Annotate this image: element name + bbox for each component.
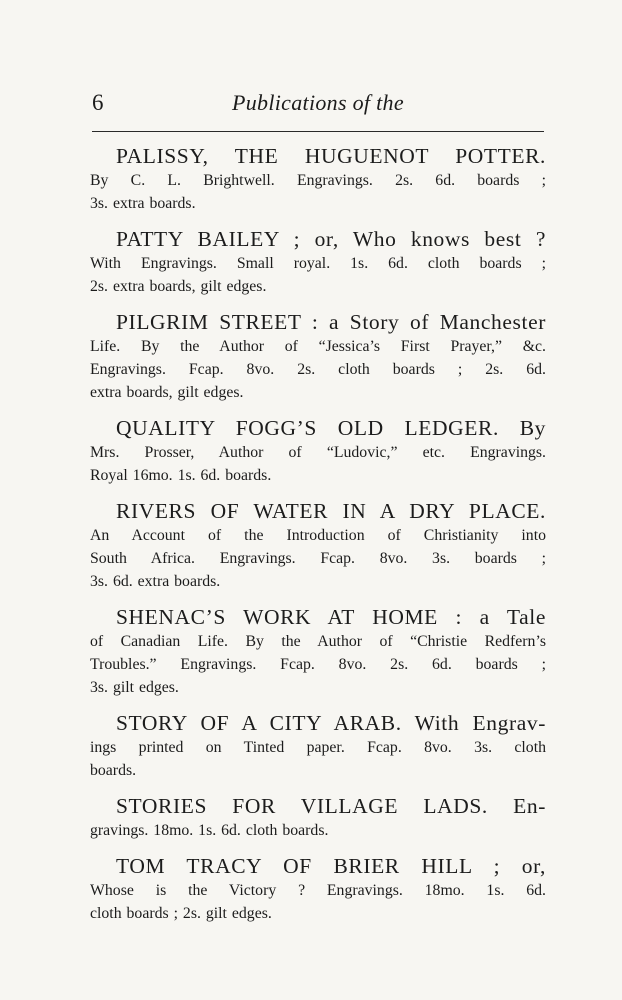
entry-description-line: 2s. extra boards, gilt edges. [90,278,267,295]
entry-description-line: Mrs. Prosser, Author of “Ludovic,” etc. Engravings. [90,444,546,461]
entry-description-line: extra boards, gilt edges. [90,384,244,401]
entry-description-line: Royal 16mo. 1s. 6d. boards. [90,467,272,484]
entry-title-line: PATTY BAILEY ; or, Who knows best ? [116,227,546,251]
entry-description-line: ings printed on Tinted paper. Fcap. 8vo. 3s. cloth [90,739,546,756]
publication-entry [90,498,546,593]
page-header [92,90,544,120]
publication-entry [90,415,546,487]
entry-description-line: An Account of the Introduction of Christianity into [90,527,546,544]
publication-entry [90,143,546,215]
running-head: Publications of the [232,90,404,115]
entry-description-line: cloth boards ; 2s. gilt edges. [90,905,272,922]
publication-entry [90,853,546,925]
entry-title-line: RIVERS OF WATER IN A DRY PLACE. [116,499,546,523]
entry-description-line: By C. L. Brightwell. Engravings. 2s. 6d. boards ; [90,172,546,189]
entry-description-line: gravings. 18mo. 1s. 6d. cloth boards. [90,822,329,839]
publication-entry [90,226,546,298]
entry-description-line: of Canadian Life. By the Author of “Christie Redfern’s [90,633,546,650]
entry-description-line: Troubles.” Engravings. Fcap. 8vo. 2s. 6d. boards ; [90,656,546,673]
entry-description-line: Whose is the Victory ? Engravings. 18mo. 1s. 6d. [90,882,546,899]
publication-list [90,143,546,925]
publication-entry [90,604,546,699]
entry-description-line: With Engravings. Small royal. 1s. 6d. cloth boards ; [90,255,546,272]
entry-title-line: PILGRIM STREET : a Story of Manchester [116,310,546,334]
entry-description-line: 3s. gilt edges. [90,679,179,696]
header-rule [92,131,544,132]
entry-description-line: South Africa. Engravings. Fcap. 8vo. 3s. boards ; [90,550,546,567]
page-number: 6 [92,90,104,115]
entry-title-line: PALISSY, THE HUGUENOT POTTER. [116,144,546,168]
entry-title-line: STORY OF A CITY ARAB. With Engrav- [116,711,546,735]
publication-entry [90,793,546,842]
entry-title-line: STORIES FOR VILLAGE LADS. En- [116,794,546,818]
publication-entry [90,710,546,782]
entry-description-line: 3s. 6d. extra boards. [90,573,221,590]
entry-description-line: boards. [90,762,137,779]
entry-description-line: 3s. extra boards. [90,195,196,212]
entry-description-line: Engravings. Fcap. 8vo. 2s. cloth boards ; 2s. 6d. [90,361,546,378]
entry-description-line: Life. By the Author of “Jessica’s First Prayer,” &c. [90,338,546,355]
entry-title-line: SHENAC’S WORK AT HOME : a Tale [116,605,546,629]
publication-entry [90,309,546,404]
entry-title-line: TOM TRACY OF BRIER HILL ; or, [116,854,546,878]
entry-title-line: QUALITY FOGG’S OLD LEDGER. By [116,416,546,440]
